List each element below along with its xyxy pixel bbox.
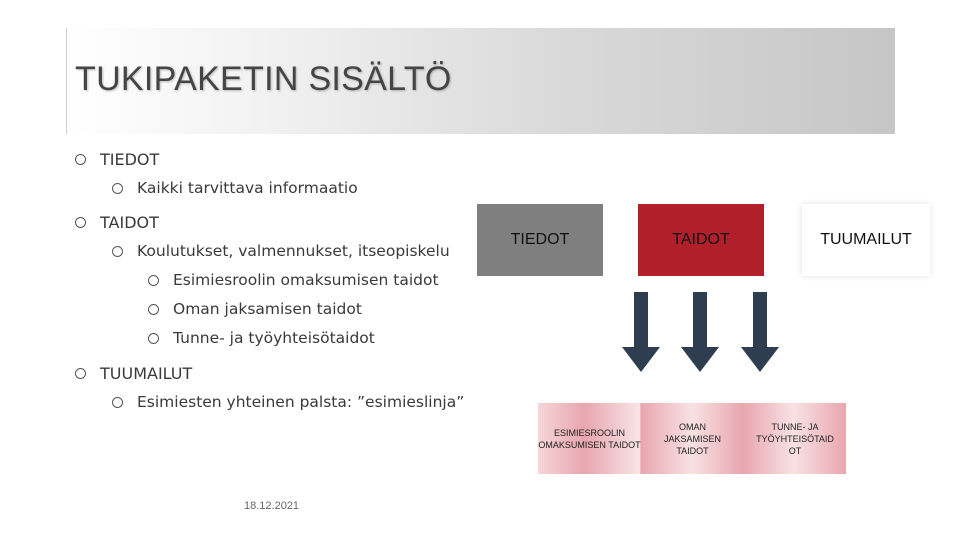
circle-bullet-icon [75,217,86,228]
bullet-taidot [75,213,159,232]
bullet-label: Koulutukset, valmennukset, itseopiskelu [137,242,450,260]
bullet-taidot-sub2 [148,300,362,318]
bullet-tuumailut [75,364,192,383]
box-label: TIEDOT [510,231,570,248]
circle-bullet-icon [148,333,159,344]
bullet-tuumailut-sub [112,393,464,411]
bullet-tiedot [75,150,159,169]
skill-cell: OMAN JAKSAMISEN TAIDOT [663,421,721,456]
bullet-label: Esimiesroolin omaksumisen taidot [173,271,439,289]
bullet-taidot-sub3 [148,329,375,347]
box-taidot [638,204,764,276]
bullet-label: TIEDOT [100,150,160,169]
circle-bullet-icon [148,275,159,286]
circle-bullet-icon [112,183,123,194]
bullet-label: Esimiesten yhteinen palsta: ”esimieslinja” [137,393,465,411]
bullet-label: TUUMAILUT [100,364,193,383]
box-label: TUUMAILUT [820,231,912,248]
arrow-down-icon [681,292,719,372]
circle-bullet-icon [75,154,86,165]
bullet-taidot-sub [112,242,450,260]
bullet-label: Oman jaksamisen taidot [173,300,362,318]
circle-bullet-icon [75,368,86,379]
arrow-down-icon [741,292,779,372]
skill-cell: ESIMIESROOLIN OMAKSUMISEN TAIDOT [538,427,641,450]
circle-bullet-icon [148,304,159,315]
bullet-taidot-sub1 [148,271,439,289]
page-title: TUKIPAKETIN SISÄLTÖ [75,60,452,98]
box-tuumailut [802,204,930,276]
circle-bullet-icon [112,397,123,408]
date-footer: 18.12.2021 [244,500,300,512]
bullet-label: Tunne- ja työyhteisötaidot [173,329,375,347]
skills-panel [538,403,846,474]
circle-bullet-icon [112,246,123,257]
bullet-label: Kaikki tarvittava informaatio [137,179,358,197]
bullet-label: TAIDOT [100,213,159,232]
box-label: TAIDOT [672,231,730,248]
arrow-down-icon [622,292,660,372]
skill-cell: TUNNE- JA TYÖYHTEISÖTAID OT [756,421,834,456]
bullet-tiedot-sub [112,179,358,197]
title-bar [66,28,895,134]
box-tiedot [477,204,603,276]
